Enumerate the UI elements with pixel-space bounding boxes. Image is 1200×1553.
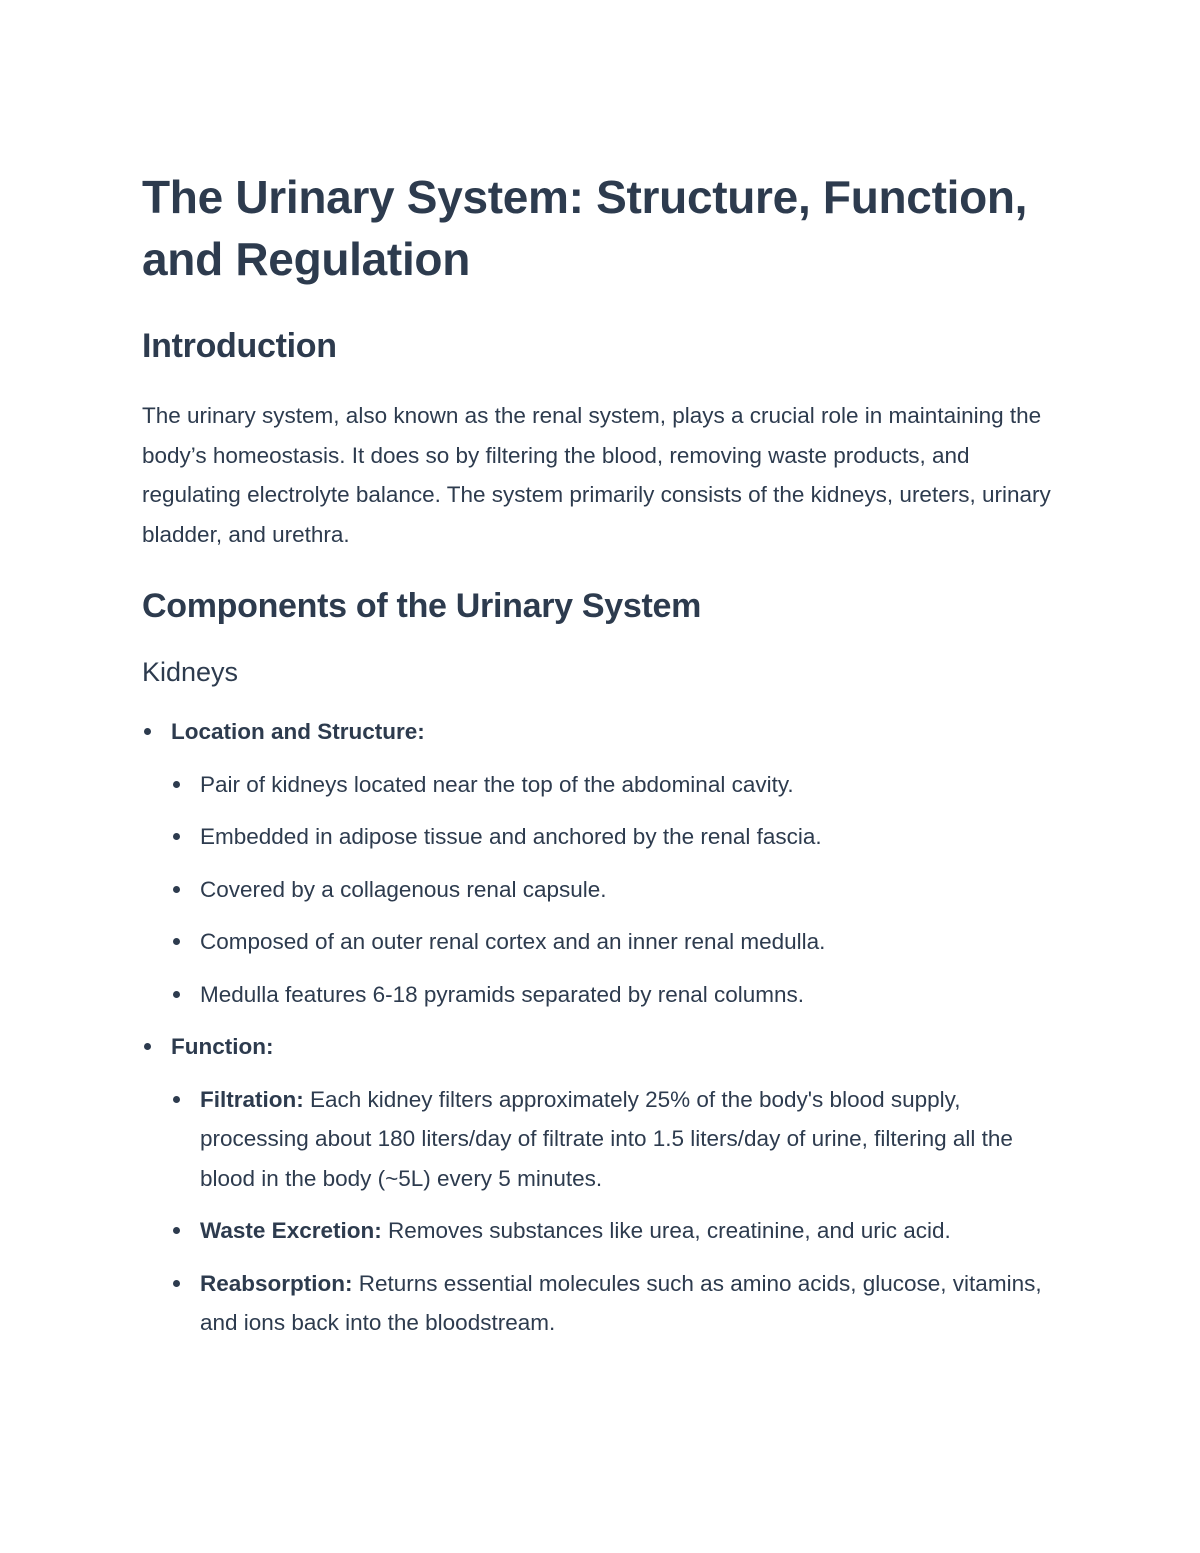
introduction-heading: Introduction [142,327,337,365]
document-page [142,166,1052,1356]
location-structure-label: Location and Structure: [171,719,425,744]
function-sublist [171,1080,1052,1343]
kidneys-list [142,712,1052,1343]
list-item-filtration [171,1080,1052,1199]
reabsorption-term: Reabsorption: [200,1270,353,1296]
list-item: Medulla features 6-18 pyramids separated by renal columns. [171,975,1052,1015]
kidneys-heading: Kidneys [142,657,239,687]
waste-excretion-text: Removes substances like urea, creatinine, and uric acid. [381,1218,951,1243]
list-item: Composed of an outer renal cortex and an inner renal medulla. [171,922,1052,962]
introduction-paragraph: The urinary system, also known as the renal system, plays a crucial role in maintaining the body’s homeostasis. It does so by filtering the blood, removing waste products, and regulating electrolyte balance. The system primarily consists of the kidneys, ureters, urinary bladder, and urethra. [142,403,1051,547]
list-item: Covered by a collagenous renal capsule. [171,870,1052,910]
location-structure-sublist [171,765,1052,1015]
list-item: Embedded in adipose tissue and anchored by the renal fascia. [171,817,1052,857]
list-item: Pair of kidneys located near the top of the abdominal cavity. [171,765,1052,805]
list-item-function [142,1027,1052,1343]
waste-excretion-term: Waste Excretion: [200,1218,382,1243]
components-heading: Components of the Urinary System [142,587,702,625]
filtration-term: Filtration: [200,1086,304,1112]
reabsorption-text: Returns essential molecules such as amino acids, glucose, vitamins, and ions back into the bloodstream. [200,1270,1042,1335]
function-label: Function: [171,1034,274,1059]
list-item-waste-excretion [171,1211,1052,1251]
list-item-reabsorption [171,1264,1052,1343]
filtration-text: Each kidney filters approximately 25% of the body's blood supply, processing about 180 liters/day of filtrate into 1.5 liters/day of urine, filtering all the blood in the body (~5L) every 5 minutes. [200,1086,1013,1191]
list-item-location-structure [142,712,1052,1014]
document-title: The Urinary System: Structure, Function, and Regulation [142,171,1028,285]
